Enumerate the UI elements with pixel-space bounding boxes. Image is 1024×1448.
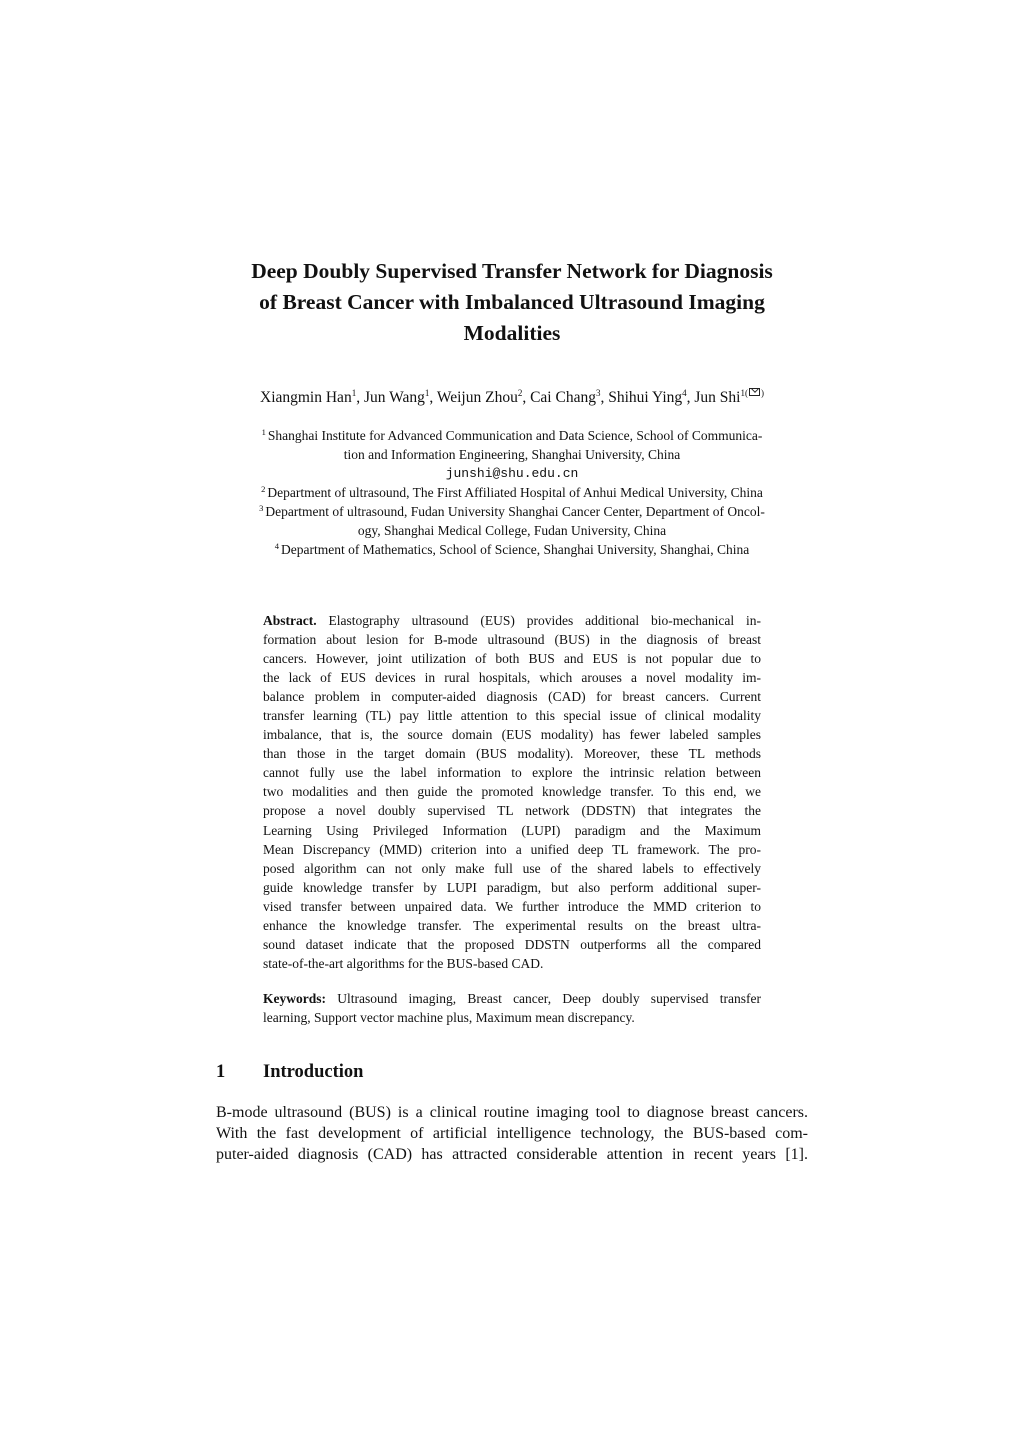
abstract-line: cannot fully use the label information to explore the intrinsic relation between (263, 765, 761, 781)
author-name: Jun Wang (363, 389, 425, 406)
author-affil-sup: 1 (351, 388, 357, 398)
abstract-line: Learning Using Privileged Information (LUPI) paradigm and the Maximum (263, 822, 761, 838)
intro-line: B-mode ultrasound (BUS) is a clinical routine imaging tool to diagnose breast cancers. (216, 1104, 808, 1121)
abstract-line: posed algorithm can not only make full use of the shared labels to effectively (263, 860, 761, 876)
keywords-line: learning, Support vector machine plus, Maximum mean discrepancy. (263, 1010, 635, 1026)
intro-line: With the fast development of artificial intelligence technology, the BUS-based com- (216, 1125, 808, 1142)
affiliation-3-cont: ogy, Shanghai Medical College, Fudan University, China (357, 523, 667, 538)
abstract-line: formation about lesion for B-mode ultrasound (BUS) in the diagnosis of breast (263, 632, 761, 648)
abstract (263, 611, 761, 973)
corresponding-author-sup (740, 388, 764, 398)
envelope-icon (749, 388, 760, 396)
affiliation-text: Department of ultrasound, The First Affiliated Hospital of Anhui Medical University, China (267, 485, 763, 500)
affiliation-2 (190, 483, 834, 502)
title-line: Deep Doubly Supervised Transfer Network for Diagnosis (251, 259, 773, 283)
author-name: Jun Shi (694, 389, 741, 406)
author-name: Cai Chang (530, 389, 596, 406)
abstract-line: sound dataset indicate that the proposed DDSTN outperforms all the compared (263, 936, 761, 952)
author-name: Shihui Ying (608, 389, 683, 406)
abstract-line: guide knowledge transfer by LUPI paradigm, but also perform additional super- (263, 879, 761, 895)
introduction-paragraph (216, 1102, 808, 1165)
author-affil-sup: 3 (595, 388, 601, 398)
section-number: 1 (216, 1062, 226, 1082)
abstract-line: propose a novel doubly supervised TL network (DDSTN) that integrates the (263, 803, 761, 819)
abstract-line: two modalities and then guide the promoted knowledge transfer. To this end, we (263, 784, 761, 800)
author-name: Weijun Zhou (436, 389, 518, 406)
affiliations (190, 426, 834, 559)
abstract-line: balance problem in computer-aided diagnosis (CAD) for breast cancers. Current (263, 689, 761, 705)
author-affil-sup: 1 (424, 388, 430, 398)
abstract-line: vised transfer between unpaired data. We further introduce the MMD criterion to (263, 898, 761, 914)
abstract-label: Abstract. (263, 613, 317, 628)
abstract-line: cancers. However, joint utilization of both BUS and EUS is not popular due to (263, 651, 761, 667)
abstract-text: Elastography ultrasound (EUS) provides additional bio-mechanical in- (328, 613, 762, 628)
affiliation-number: 1 (261, 427, 266, 437)
affiliation-text: Department of ultrasound, Fudan University Shanghai Cancer Center, Department of Oncol- (265, 504, 765, 519)
title-line: of Breast Cancer with Imbalanced Ultrasound Imaging (259, 290, 765, 314)
author-affil-sup: 1( (740, 388, 748, 398)
abstract-line: transfer learning (TL) pay little attention to this special issue of clinical modality (263, 708, 761, 724)
author-name: Xiangmin Han (260, 389, 352, 406)
abstract-line: imbalance, that is, the source domain (EUS modality) has fewer labeled samples (263, 727, 761, 743)
affiliation-3 (190, 502, 834, 521)
author-affil-sup-close: ) (760, 388, 764, 398)
abstract-line: the lack of EUS devices in rural hospitals, which arouses a novel modality im- (263, 670, 761, 686)
author-list: Xiangmin Han$^1$, Jun Wang$^1$, Weijun Zhou$^2$, Cai Chang$^3$, Shihui Ying$^4$, Jun Shi$^{1( )}$ (260, 388, 764, 406)
affiliation-4 (190, 540, 834, 559)
affiliation-number: 3 (259, 503, 264, 513)
abstract-line: than those in the target domain (BUS modality). Moreover, these TL methods (263, 746, 761, 762)
author-affil-sup: 2 (517, 388, 523, 398)
intro-line: puter-aided diagnosis (CAD) has attracted considerable attention in recent years [1]. (216, 1146, 808, 1163)
author-affil-sup: 4 (682, 388, 687, 398)
abstract-line: enhance the knowledge transfer. The experimental results on the breast ultra- (263, 917, 761, 933)
title-line: Modalities (463, 321, 561, 345)
affiliation-text: Department of Mathematics, School of Science, Shanghai University, Shanghai, China (281, 542, 750, 557)
affiliation-number: 2 (261, 484, 266, 494)
affiliation-1 (190, 426, 834, 445)
keywords-label: Keywords: (263, 991, 326, 1006)
section-title: Introduction (263, 1062, 364, 1082)
affiliation-text: Shanghai Institute for Advanced Communication and Data Science, School of Communica- (267, 428, 763, 443)
paper-title (195, 256, 829, 349)
affiliation-1-cont: tion and Information Engineering, Shanghai University, China (343, 447, 681, 462)
affiliation-number: 4 (274, 541, 280, 551)
keywords-text: Ultrasound imaging, Breast cancer, Deep doubly supervised transfer (337, 991, 762, 1006)
keywords-line (263, 989, 761, 1008)
abstract-line (263, 611, 761, 630)
section-heading (216, 1060, 616, 1084)
abstract-line: Mean Discrepancy (MMD) criterion into a unified deep TL framework. The pro- (263, 841, 761, 857)
contact-email[interactable]: junshi@shu.edu.cn (445, 466, 579, 481)
keywords (263, 989, 761, 1027)
abstract-line: state-of-the-art algorithms for the BUS-based CAD. (263, 955, 544, 971)
